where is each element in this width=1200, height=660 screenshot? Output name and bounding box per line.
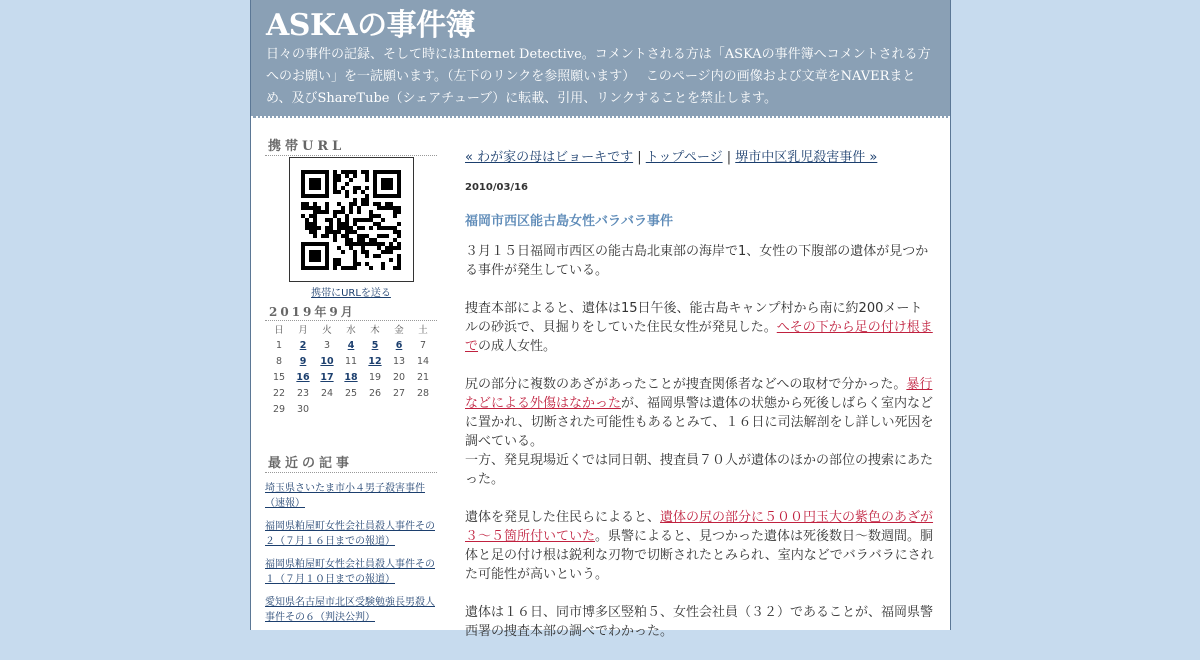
top-page-link[interactable]: トップページ	[645, 150, 723, 165]
calendar-title: 2019年9月	[265, 299, 437, 321]
recent-posts-heading: 最近の記事	[265, 452, 437, 473]
calendar-day-link[interactable]: 4	[347, 339, 355, 351]
calendar-day	[291, 369, 315, 385]
calendar-day-link[interactable]: 18	[344, 371, 358, 383]
calendar-day: 14	[416, 355, 430, 367]
next-entry-link[interactable]: 堺市中区乳児殺害事件 »	[735, 150, 878, 165]
calendar-day	[411, 401, 435, 417]
calendar-day: 3	[323, 339, 331, 351]
body-text: 尻の部分に複数のあざがあったことが捜査関係者などへの取材で分かった。	[465, 377, 907, 392]
body-text: 遺体を発見した住民らによると、	[465, 510, 661, 525]
calendar-day: 11	[344, 355, 358, 367]
entry-navigation	[465, 148, 935, 168]
calendar-day: 29	[272, 403, 286, 415]
recent-post-link[interactable]: 埼玉県さいたま市小４男子殺害事件（速報）	[265, 483, 425, 509]
sidebar	[265, 135, 437, 633]
mobile-url-heading: 携帯URL	[265, 135, 437, 156]
calendar-day	[339, 369, 363, 385]
nav-separator: |	[722, 150, 736, 165]
calendar-day	[363, 353, 387, 369]
body-paragraph	[465, 508, 935, 584]
calendar-weekday: 土	[418, 325, 428, 336]
calendar-day-link[interactable]: 6	[395, 339, 403, 351]
calendar-day-link[interactable]: 17	[320, 371, 334, 383]
recent-post-item	[265, 595, 437, 625]
calendar-week-row	[267, 401, 435, 417]
calendar-day	[291, 337, 315, 353]
recent-post-link[interactable]: 愛知県名古屋市北区受験勉強長男殺人事件その６（判決公判）	[265, 597, 435, 623]
calendar-day: 21	[416, 371, 430, 383]
calendar-day: 22	[272, 387, 286, 399]
calendar-day: 27	[392, 387, 406, 399]
site-description: 日々の事件の記録、そして時にはInternet Detective。コメントされる方は「ASKAの事件簿へコメントされる方へのお願い」を一読願います。（左下のリンクを参照願います） このページ内の画像および文章をNAVERまとめ、及びShareTube（シェアチューブ）に転載、引用、リンクすることを禁止します。	[266, 47, 931, 106]
body-text: 捜査本部によると、遺体は15日午後、能古島キャンプ村から南に約200メートルの砂浜で、貝掘りをしていた住民女性が発見した。	[465, 301, 923, 335]
recent-post-link[interactable]: 福岡県粕屋町女性会社員殺人事件その２（７月１６日までの報道）	[265, 521, 435, 547]
calendar-day	[291, 353, 315, 369]
body-text: 。県警によると、見つかった遺体は死後数日～数週間。胴体と足の付け根は鋭利な刃物で切断されたとみられ、室内などでバラバラにされた可能性が高いという。	[465, 529, 934, 582]
calendar-day-link[interactable]: 12	[368, 355, 382, 367]
nav-separator: |	[633, 150, 646, 165]
recent-post-item	[265, 519, 437, 549]
calendar-day: 15	[272, 371, 286, 383]
calendar-day-link[interactable]: 10	[320, 355, 334, 367]
highlight-link[interactable]: 遺体の尻の部分に５００円玉大の紫色のあざが３～５箇所付いていた	[465, 510, 934, 544]
calendar-day	[363, 401, 387, 417]
calendar-day: 24	[320, 387, 334, 399]
qr-code	[289, 157, 414, 282]
highlight-link[interactable]: へその下から足の付け根まで	[465, 320, 933, 354]
calendar-day: 19	[368, 371, 382, 383]
calendar-day: 30	[296, 403, 310, 415]
site-banner	[251, 0, 950, 118]
page-container	[250, 0, 951, 639]
calendar-day: 26	[368, 387, 382, 399]
calendar-day	[387, 337, 411, 353]
calendar-week-row	[267, 369, 435, 385]
calendar-day: 7	[419, 339, 427, 351]
send-mobile-url-link[interactable]: 携帯にURLを送る	[311, 288, 391, 299]
calendar-day	[315, 401, 339, 417]
recent-posts-list	[265, 481, 437, 625]
prev-entry-link[interactable]: « わが家の母はビョーキです	[465, 150, 634, 165]
body-paragraph	[465, 299, 935, 356]
entry-title: 福岡市西区能古島女性バラバラ事件	[465, 214, 674, 229]
calendar-weekday: 水	[346, 325, 356, 336]
main-content	[465, 148, 935, 660]
calendar-day: 23	[296, 387, 310, 399]
calendar-day-link[interactable]: 2	[299, 339, 307, 351]
calendar-weekday: 火	[322, 325, 332, 336]
calendar-day: 1	[275, 339, 283, 351]
entry-date: 2010/03/16	[465, 182, 528, 193]
calendar-day: 13	[392, 355, 406, 367]
calendar-day	[315, 369, 339, 385]
calendar-day	[387, 401, 411, 417]
recent-post-item	[265, 481, 437, 511]
calendar-day: 28	[416, 387, 430, 399]
calendar-week-row	[267, 385, 435, 401]
calendar-day-link[interactable]: 16	[296, 371, 310, 383]
recent-post-link[interactable]: 福岡県粕屋町女性会社員殺人事件その１（７月１０日までの報道）	[265, 559, 435, 585]
calendar-day	[315, 353, 339, 369]
calendar-day: 20	[392, 371, 406, 383]
entry-body	[465, 242, 935, 641]
body-text: の成人女性。	[478, 339, 557, 354]
calendar-day-link[interactable]: 5	[371, 339, 379, 351]
site-title[interactable]: ASKAの事件簿	[266, 8, 476, 43]
body-paragraph: 一方、発見現場近くでは同日朝、捜査員７０人が遺体のほかの部位の捜索にあたった。	[465, 453, 934, 487]
qr-code-icon	[301, 170, 401, 270]
calendar-week-row	[267, 337, 435, 353]
calendar-weekday: 木	[370, 325, 380, 336]
body-paragraph: 遺体は１６日、同市博多区竪粕５、女性会社員（３２）であることが、福岡県警西署の捜査本部の調べでわかった。	[465, 605, 934, 639]
calendar	[267, 321, 435, 417]
calendar-day: 25	[344, 387, 358, 399]
calendar-weekday: 金	[394, 325, 404, 336]
calendar-weekday: 日	[274, 325, 284, 336]
calendar-day	[339, 337, 363, 353]
body-paragraph: ３月１５日福岡市西区の能古島北東部の海岸で1、女性の下腹部の遺体が見つかる事件が発生している。	[465, 244, 929, 278]
highlight-link[interactable]: 暴行などによる外傷はなかった	[465, 377, 933, 411]
recent-post-item	[265, 557, 437, 587]
calendar-weekday-row	[267, 321, 435, 337]
body-text: が、福岡県警は遺体の状態から死後しばらく室内などに置かれ、切断された可能性もあるとみて、１６日に司法解剖をし詳しい死因を調べている。	[465, 396, 934, 449]
body-paragraph	[465, 375, 935, 451]
calendar-day	[339, 401, 363, 417]
calendar-day-link[interactable]: 9	[299, 355, 307, 367]
calendar-week-row	[267, 353, 435, 369]
calendar-weekday: 月	[298, 325, 308, 336]
calendar-day	[363, 337, 387, 353]
calendar-day: 8	[275, 355, 283, 367]
